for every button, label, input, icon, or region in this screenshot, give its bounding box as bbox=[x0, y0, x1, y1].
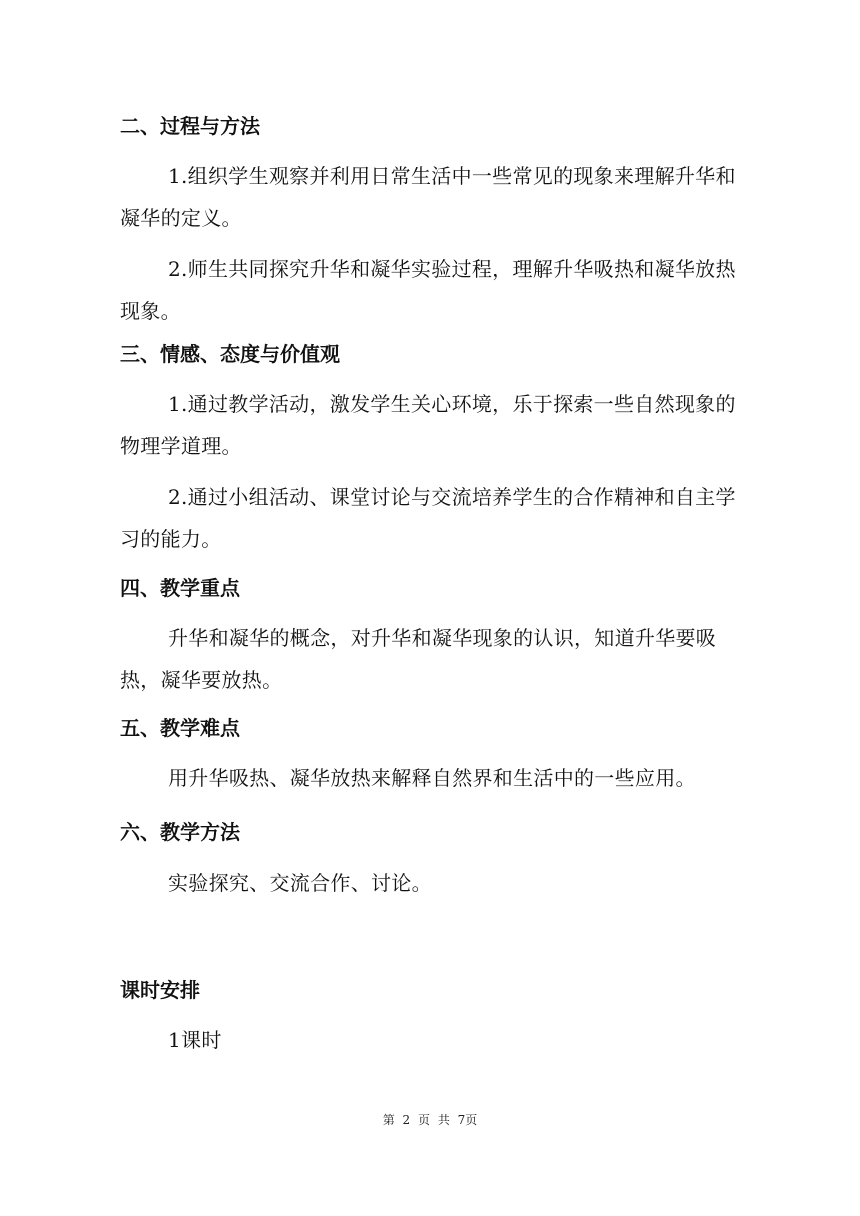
section-heading-schedule: 课时安排 bbox=[120, 978, 200, 1002]
paragraph-difficulties: 用升华吸热、凝华放热来解释自然界和生活中的一些应用。 bbox=[168, 766, 696, 790]
paragraph-process-2: 2.师生共同探究升华和凝华实验过程，理解升华吸热和凝华放热现象。 bbox=[120, 257, 736, 323]
section-heading-methods: 六、教学方法 bbox=[120, 820, 240, 844]
page-footer: 第 2 页 共 7页 bbox=[382, 1113, 478, 1127]
section-heading-process-methods: 二、过程与方法 bbox=[120, 114, 260, 138]
section-heading-attitude-values: 三、情感、态度与价值观 bbox=[120, 342, 340, 366]
paragraph-key-points: 升华和凝华的概念，对升华和凝华现象的认识，知道升华要吸热，凝华要放热。 bbox=[120, 626, 717, 692]
section-heading-difficulties: 五、教学难点 bbox=[120, 716, 240, 740]
paragraph-attitude-1: 1.通过教学活动，激发学生关心环境，乐于探索一些自然现象的物理学道理。 bbox=[120, 392, 736, 458]
section-heading-key-points: 四、教学重点 bbox=[120, 576, 240, 600]
paragraph-methods: 实验探究、交流合作、讨论。 bbox=[168, 871, 432, 895]
paragraph-schedule: 1课时 bbox=[168, 1028, 222, 1052]
paragraph-attitude-2: 2.通过小组活动、课堂讨论与交流培养学生的合作精神和自主学习的能力。 bbox=[120, 485, 736, 551]
paragraph-process-1: 1.组织学生观察并利用日常生活中一些常见的现象来理解升华和凝华的定义。 bbox=[120, 164, 736, 230]
